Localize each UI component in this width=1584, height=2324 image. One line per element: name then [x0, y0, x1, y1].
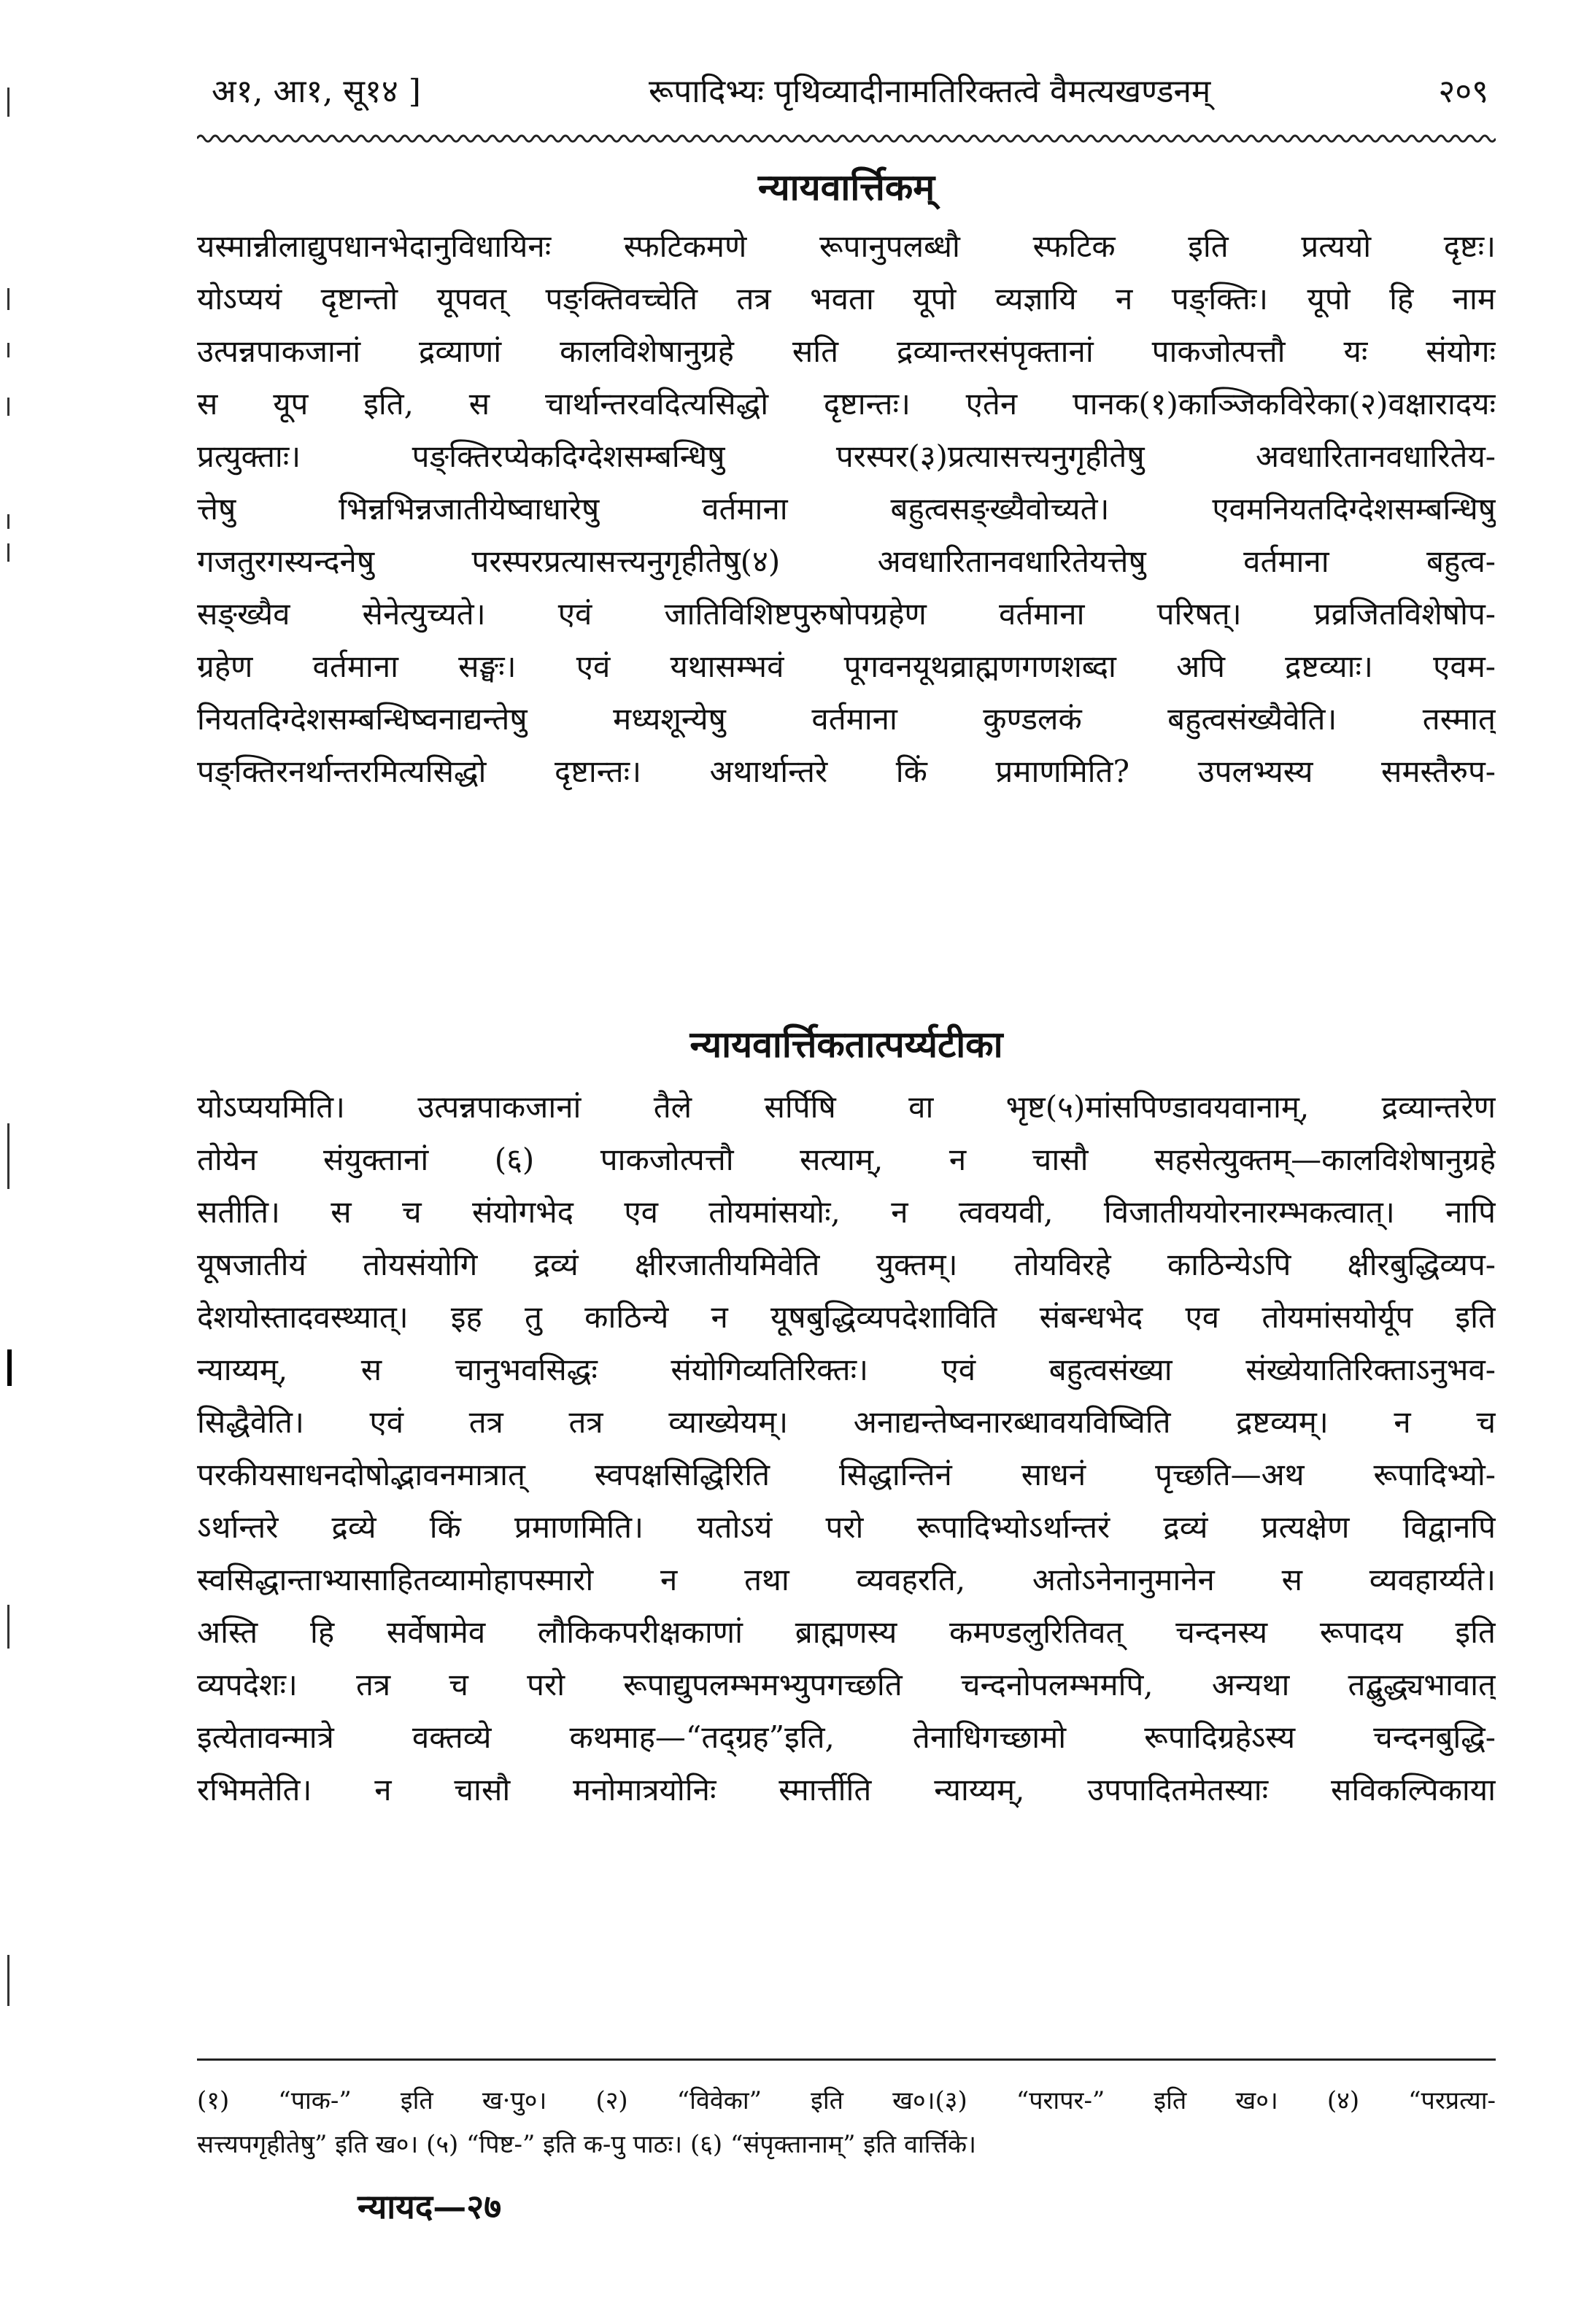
- wavy-rule: [197, 130, 1496, 147]
- running-head-title: रूपादिभ्यः पृथिव्यादीनामतिरिक्तत्वे वैमत्यखण्डनम्: [649, 73, 1211, 110]
- text-line: उत्पन्नपाकजानां द्रव्याणां कालविशेषानुग्रहे सति द्रव्यान्तरसंपृक्तानां पाकजोत्पत्तौ यः संयोगः: [197, 333, 1496, 369]
- signature-mark: न्यायद—२७: [358, 2187, 502, 2226]
- edge-mark: [7, 1605, 9, 1649]
- footnote-line: सत्त्यपगृहीतेषु” इति ख०। (५) “पिष्ट-” इति क-पु पाठः। (६) “संपृक्तानाम्” इति वार्त्तिके।: [197, 2130, 976, 2159]
- running-head-reference: अ१, आ१, सू१४ ]: [212, 73, 421, 110]
- edge-mark: [7, 1955, 9, 2006]
- edge-mark: [7, 398, 9, 416]
- text-line: स यूप इति, स चार्थान्तरवदित्यसिद्धो दृष्टान्तः। एतेन पानक(१)काञ्जिकविरेका(२)वक्षारादयः: [197, 386, 1496, 422]
- footnote-line: (१) “पाक-” इति ख·पु०। (२) “विवेका” इति ख०।(३) “परापर-” इति ख०। (४) “परप्रत्या-: [197, 2086, 1496, 2115]
- edge-mark: [7, 1349, 12, 1386]
- text-line: सिद्धैवेति। एवं तत्र तत्र व्याख्येयम्। अनाद्यन्तेष्वनारब्धावयविष्विति द्रष्टव्यम्। न च: [197, 1404, 1496, 1440]
- text-line: ग्रहेण वर्तमाना सङ्घः। एवं यथासम्भवं पूगवनयूथव्राह्मणगणशब्दा अपि द्रष्टव्याः। एवम-: [197, 648, 1496, 684]
- running-head: [212, 64, 1488, 115]
- text-line: देशयोस्तादवस्थ्यात्। इह तु काठिन्ये न यूषबुद्धिव्यपदेशाविति संबन्धभेद एव तोयमांसयोर्यूप इति: [197, 1299, 1496, 1335]
- page-number: २०९: [1438, 73, 1488, 110]
- text-line: रभिमतेति। न चासौ मनोमात्रयोनिः स्मार्त्तीति न्याय्यम्, उपपादितमेतस्याः सविकल्पिकाया: [197, 1772, 1496, 1808]
- text-line: व्यपदेशः। तत्र च परो रूपाद्युपलम्भमभ्युपगच्छति चन्दनोपलम्भमपि, अन्यथा तद्बुद्ध्यभावात्: [197, 1667, 1496, 1703]
- text-line: स्वसिद्धान्ताभ्यासाहितव्यामोहापस्मारो न तथा व्यवहरति, अतोऽनेनानुमानेन स व्यवहार्य्यते।: [197, 1562, 1496, 1597]
- edge-mark: [7, 343, 9, 357]
- footnotes: [197, 2079, 1496, 2166]
- edge-mark: [7, 543, 9, 562]
- text-line: इत्येतावन्मात्रे वक्तव्ये कथमाह—“तद्ग्रह”इति, तेनाधिगच्छामो रूपादिग्रहेऽस्य चन्दनबुद्धि-: [197, 1719, 1496, 1755]
- text-line: परकीयसाधनदोषोद्भावनमात्रात् स्वपक्षसिद्धिरिति सिद्धान्तिनं साधनं पृच्छति—अथ रूपादिभ्यो-: [197, 1457, 1496, 1492]
- scan-left-edge: [0, 0, 22, 2324]
- text-line: तोयेन संयुक्तानां (६) पाकजोत्पत्तौ सत्याम्, न चासौ सहसेत्युक्तम्—कालविशेषानुग्रहे: [197, 1142, 1496, 1177]
- section-heading-nyayavarttikam: न्यायवार्त्तिकम्: [757, 166, 935, 209]
- footnote-divider: [197, 2058, 1496, 2061]
- text-line: सङ्ख्यैव सेनेत्युच्यते। एवं जातिविशिष्टपुरुषोपग्रहेण वर्तमाना परिषत्। प्रव्रजितविशेषोप-: [197, 596, 1496, 632]
- text-line: प्रत्युक्ताः। पङ्क्तिरप्येकदिग्देशसम्बन्धिषु परस्पर(३)प्रत्यासत्त्यनुगृहीतेषु अवधारितानवधारितेय-: [197, 438, 1496, 474]
- edge-mark: [7, 514, 9, 529]
- text-line: सतीति। स च संयोगभेद एव तोयमांसयोः, न त्ववयवी, विजातीययोरनारम्भकत्वात्। नापि: [197, 1194, 1496, 1230]
- text-line: अस्ति हि सर्वेषामेव लौकिकपरीक्षकाणां ब्राह्मणस्य कमण्डलुरितिवत् चन्दनस्य रूपादय इति: [197, 1614, 1496, 1650]
- edge-mark: [7, 1123, 9, 1189]
- text-line: न्याय्यम्, स चानुभवसिद्धः संयोगिव्यतिरिक्तः। एवं बहुत्वसंख्या संख्येयातिरिक्ताऽनुभव-: [197, 1352, 1496, 1387]
- text-line: योऽप्ययं दृष्टान्तो यूपवत् पङ्क्तिवच्चेति तत्र भवता यूपो व्यज्ञायि न पङ्क्तिः। यूपो हि नाम: [197, 281, 1496, 317]
- section-body-tika: [197, 1081, 1496, 1816]
- text-line: यूषजातीयं तोयसंयोगि द्रव्यं क्षीरजातीयमिवेति युक्तम्। तोयविरहे काठिन्येऽपि क्षीरबुद्धिव्यप-: [197, 1247, 1496, 1282]
- section-heading-tatparyatika: न्यायवार्त्तिकतात्पर्य्यटीका: [689, 1023, 1003, 1066]
- text-line: ऽर्थान्तरे द्रव्ये किं प्रमाणमिति। यतोऽयं परो रूपादिभ्योऽर्थान्तरं द्रव्यं प्रत्यक्षेण विद्वानपि: [197, 1509, 1496, 1545]
- text-line: गजतुरगस्यन्दनेषु परस्परप्रत्यासत्त्यनुगृहीतेषु(४) अवधारितानवधारितेयत्तेषु वर्तमाना बहुत्व-: [197, 543, 1496, 579]
- edge-mark: [7, 288, 9, 310]
- text-line: नियतदिग्देशसम्बन्धिष्वनाद्यन्तेषु मध्यशून्येषु वर्तमाना कुण्डलकं बहुत्वसंख्यैवेति। तस्मात्: [197, 701, 1496, 737]
- text-line: योऽप्ययमिति। उत्पन्नपाकजानां तैले सर्पिषि वा भृष्ट(५)मांसपिण्डावयवानाम्, द्रव्यान्तरेण: [197, 1089, 1496, 1125]
- section-body-varttika: [197, 220, 1496, 798]
- text-line: यस्मान्नीलाद्युपधानभेदानुविधायिनः स्फटिकमणे रूपानुपलब्धौ स्फटिक इति प्रत्ययो दृष्टः।: [197, 228, 1496, 264]
- text-line: त्तेषु भिन्नभिन्नजातीयेष्वाधारेषु वर्तमाना बहुत्वसङ्ख्यैवोच्यते। एवमनियतदिग्देशसम्बन्धिषु: [197, 491, 1496, 527]
- text-line: पङ्क्तिरनर्थान्तरमित्यसिद्धो दृष्टान्तः। अथार्थान्तरे किं प्रमाणमिति? उपलभ्यस्य समस्तैरुप-: [197, 754, 1496, 789]
- edge-mark: [7, 88, 9, 117]
